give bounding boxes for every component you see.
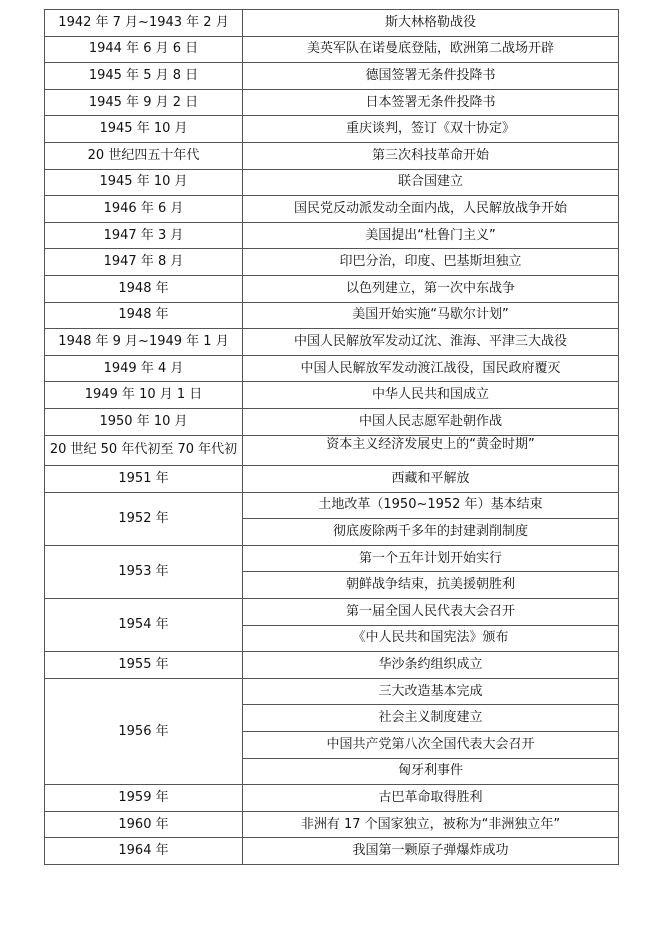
event-cell: 三大改造基本完成: [243, 678, 619, 705]
date-cell: 1949 年 4 月: [45, 355, 243, 382]
date-cell: 1964 年: [45, 838, 243, 865]
date-cell: 1945 年 10 月: [45, 169, 243, 196]
event-cell: 匈牙利事件: [243, 758, 619, 785]
event-cell: 第一届全国人民代表大会召开: [243, 599, 619, 626]
date-cell: 1950 年 10 月: [45, 408, 243, 435]
date-cell: 1956 年: [45, 678, 243, 784]
event-cell: 美国提出“杜鲁门主义”: [243, 222, 619, 249]
event-cell: 中华人民共和国成立: [243, 382, 619, 409]
event-cell: 土地改革（1950~1952 年）基本结束: [243, 492, 619, 519]
table-row: [45, 302, 619, 329]
date-cell: 1949 年 10 月 1 日: [45, 382, 243, 409]
table-row: [45, 275, 619, 302]
date-cell: 1942 年 7 月~1943 年 2 月: [45, 10, 243, 37]
date-cell: 20 世纪四五十年代: [45, 142, 243, 169]
event-cell: 重庆谈判，签订《双十协定》: [243, 116, 619, 143]
event-cell: 美国开始实施“马歇尔计划”: [243, 302, 619, 329]
table-row: [45, 785, 619, 812]
event-cell: 第一个五年计划开始实行: [243, 545, 619, 572]
date-cell: 1947 年 3 月: [45, 222, 243, 249]
date-cell: 1951 年: [45, 466, 243, 493]
event-cell: 中国人民解放军发动辽沈、淮海、平津三大战役: [243, 329, 619, 356]
event-cell: 彻底废除两千多年的封建剥削制度: [243, 519, 619, 546]
table-row: [45, 142, 619, 169]
date-cell: 1954 年: [45, 599, 243, 652]
date-cell: 1955 年: [45, 652, 243, 679]
event-cell: 非洲有 17 个国家独立，被称为“非洲独立年”: [243, 811, 619, 838]
date-cell: 1946 年 6 月: [45, 196, 243, 223]
date-cell: 20 世纪 50 年代初至 70 年代初: [45, 435, 243, 466]
event-cell: 社会主义制度建立: [243, 705, 619, 732]
table-row: [45, 222, 619, 249]
event-cell: 德国签署无条件投降书: [243, 63, 619, 90]
event-cell: 华沙条约组织成立: [243, 652, 619, 679]
table-row: [45, 652, 619, 679]
event-cell: 联合国建立: [243, 169, 619, 196]
history-timeline-table: [44, 9, 619, 865]
event-cell: 资本主义经济发展史上的“黄金时期”: [243, 435, 619, 466]
table-row: [45, 36, 619, 63]
date-cell: 1953 年: [45, 545, 243, 598]
event-cell: 中国人民解放军发动渡江战役，国民政府覆灭: [243, 355, 619, 382]
date-cell: 1948 年: [45, 275, 243, 302]
table-row: [45, 169, 619, 196]
date-cell: 1952 年: [45, 492, 243, 545]
date-cell: 1948 年: [45, 302, 243, 329]
event-cell: 斯大林格勒战役: [243, 10, 619, 37]
table-row: [45, 382, 619, 409]
date-cell: 1945 年 10 月: [45, 116, 243, 143]
table-row: [45, 63, 619, 90]
table-row: [45, 408, 619, 435]
event-cell: 中国共产党第八次全国代表大会召开: [243, 732, 619, 759]
table-row: [45, 435, 619, 466]
table-row: [45, 599, 619, 626]
date-cell: 1947 年 8 月: [45, 249, 243, 276]
date-cell: 1944 年 6 月 6 日: [45, 36, 243, 63]
table-row: [45, 355, 619, 382]
event-cell: 朝鲜战争结束，抗美援朝胜利: [243, 572, 619, 599]
table-row: [45, 10, 619, 37]
table-row: [45, 196, 619, 223]
date-cell: 1945 年 5 月 8 日: [45, 63, 243, 90]
date-cell: 1960 年: [45, 811, 243, 838]
event-cell: 印巴分治，印度、巴基斯坦独立: [243, 249, 619, 276]
event-cell: 我国第一颗原子弹爆炸成功: [243, 838, 619, 865]
event-cell: 中国人民志愿军赴朝作战: [243, 408, 619, 435]
table-row: [45, 466, 619, 493]
event-cell: 第三次科技革命开始: [243, 142, 619, 169]
table-row: [45, 678, 619, 705]
table-row: [45, 329, 619, 356]
table-row: [45, 811, 619, 838]
event-cell: 古巴革命取得胜利: [243, 785, 619, 812]
table-row: [45, 838, 619, 865]
table-row: [45, 116, 619, 143]
event-cell: 美英军队在诺曼底登陆，欧洲第二战场开辟: [243, 36, 619, 63]
event-cell: 《中人民共和国宪法》颁布: [243, 625, 619, 652]
date-cell: 1959 年: [45, 785, 243, 812]
event-cell: 国民党反动派发动全面内战，人民解放战争开始: [243, 196, 619, 223]
table-row: [45, 492, 619, 519]
table-row: [45, 249, 619, 276]
event-cell: 日本签署无条件投降书: [243, 89, 619, 116]
date-cell: 1948 年 9 月~1949 年 1 月: [45, 329, 243, 356]
table-row: [45, 545, 619, 572]
table-row: [45, 89, 619, 116]
event-cell: 西藏和平解放: [243, 466, 619, 493]
timeline-table-body: [45, 10, 619, 865]
date-cell: 1945 年 9 月 2 日: [45, 89, 243, 116]
event-cell: 以色列建立，第一次中东战争: [243, 275, 619, 302]
